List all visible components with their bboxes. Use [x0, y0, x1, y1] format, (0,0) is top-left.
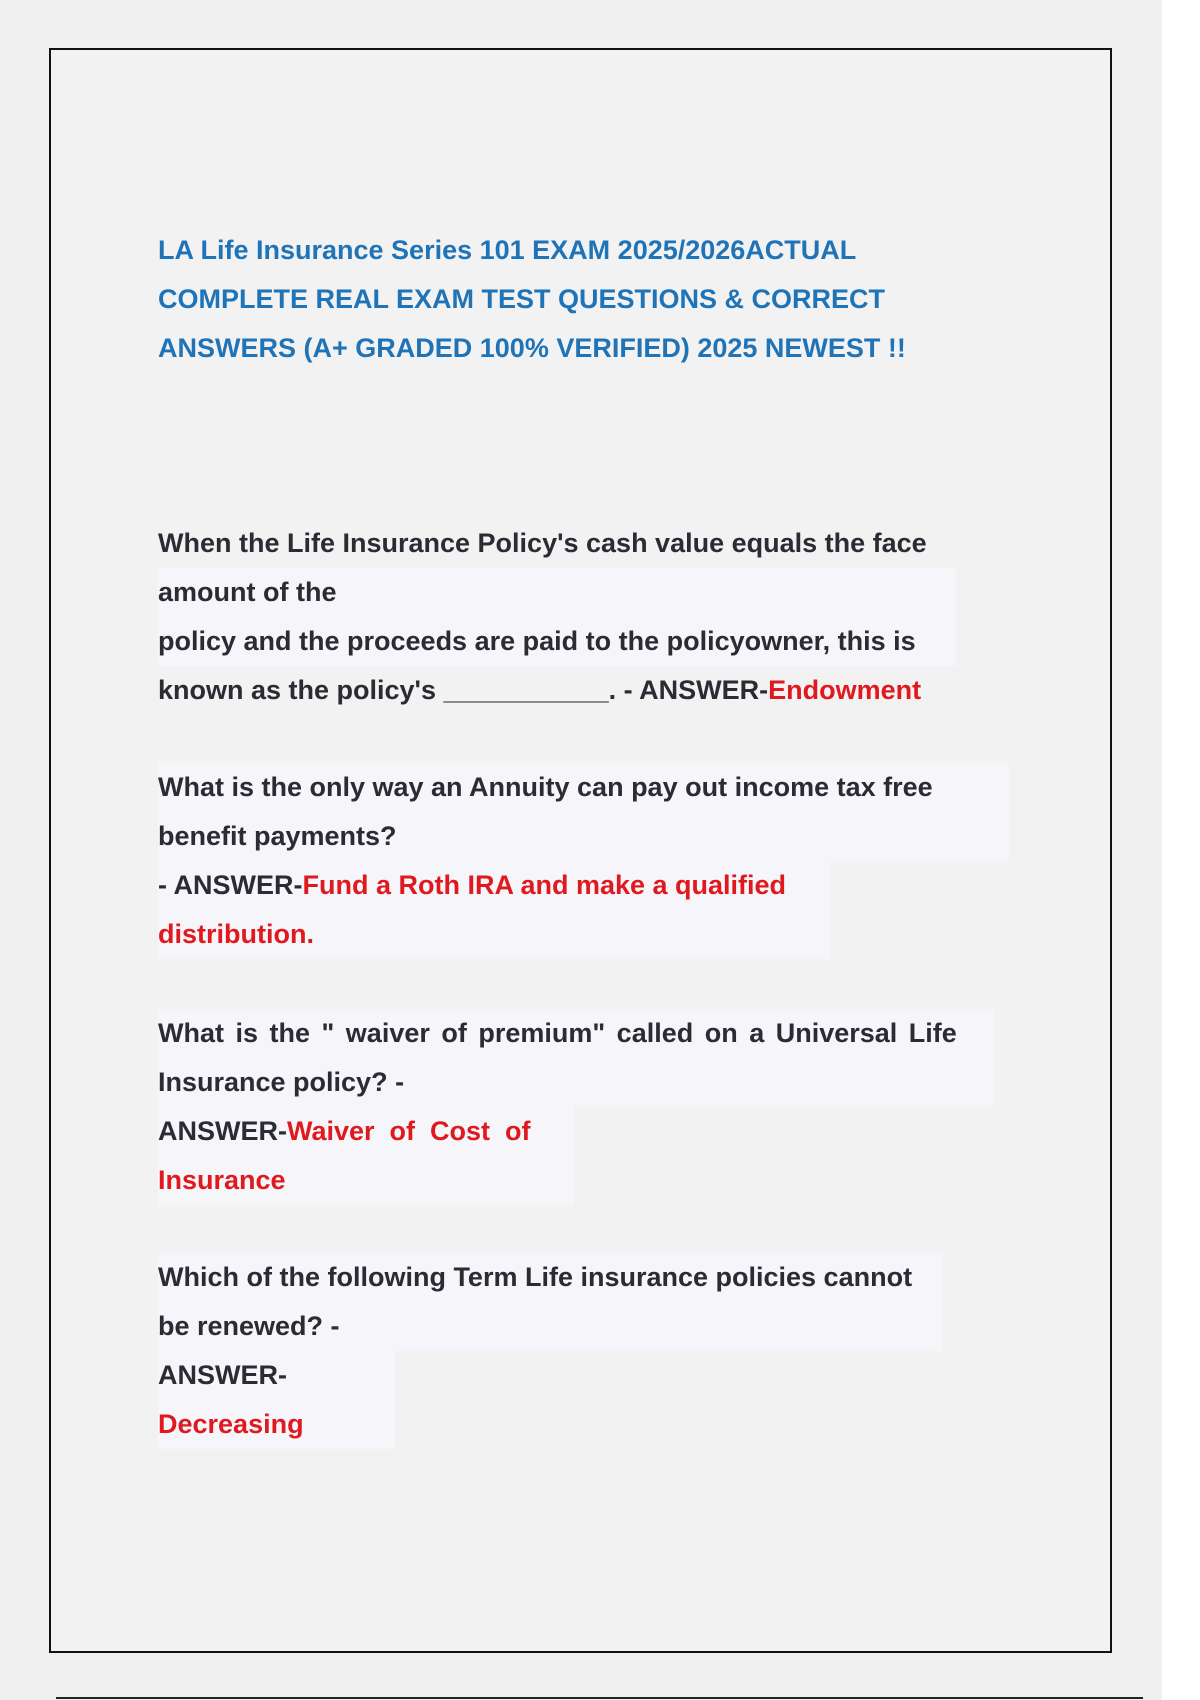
answer-text: Endowment	[768, 675, 922, 705]
answer-line	[158, 861, 830, 910]
question-line: What is the " waiver of premium" called on a Universal Life	[158, 1018, 957, 1048]
answer-text: distribution.	[158, 919, 314, 949]
viewer-right-margin	[1162, 0, 1200, 1700]
question-text: known as the policy's ___________. - ANSWER-	[158, 675, 769, 705]
title-line: COMPLETE REAL EXAM TEST QUESTIONS & CORRECT	[158, 284, 886, 314]
answer-prefix: - ANSWER-	[158, 870, 303, 900]
qa-item-waiver	[158, 1009, 994, 1205]
qa-item-annuity	[158, 763, 1009, 959]
question-line: amount of the	[158, 568, 956, 617]
question-line	[158, 763, 1009, 812]
question-line: When the Life Insurance Policy's cash value equals the face	[158, 528, 927, 558]
answer-text: Fund a Roth IRA and make a qualified	[302, 870, 787, 900]
qa-item-endowment	[158, 519, 956, 715]
answer-text: Decreasing	[158, 1409, 304, 1439]
title-line: LA Life Insurance Series 101 EXAM 2025/2026ACTUAL	[158, 235, 857, 265]
answer-prefix: ANSWER-	[158, 1116, 287, 1146]
qa-item-term-life	[158, 1253, 943, 1449]
question-line: Insurance policy? -	[158, 1067, 405, 1097]
question-text: What is the only way an Annuity can pay out income tax free	[158, 772, 933, 802]
answer-prefix: ANSWER-	[158, 1360, 287, 1390]
document-title	[158, 226, 978, 373]
question-answer-line	[158, 666, 956, 715]
answer-text: Waiver of Cost of	[287, 1116, 531, 1146]
next-page-edge	[56, 1697, 1143, 1699]
answer-line	[158, 1107, 574, 1156]
question-line: policy and the proceeds are paid to the policyowner, this is	[158, 617, 956, 666]
question-line: benefit payments?	[158, 821, 397, 851]
question-line: Which of the following Term Life insurance policies cannot	[158, 1262, 913, 1292]
answer-text: Insurance	[158, 1165, 286, 1195]
title-line: ANSWERS (A+ GRADED 100% VERIFIED) 2025 NEWEST !!	[158, 333, 906, 363]
question-line: be renewed? -	[158, 1311, 340, 1341]
